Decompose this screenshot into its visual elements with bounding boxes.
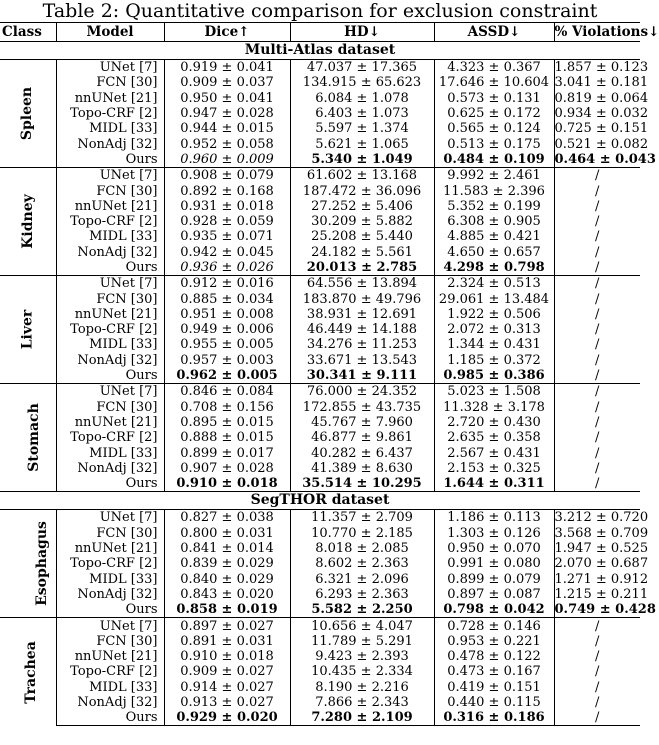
hd-cell: 134.915 ± 65.623 [290,75,434,90]
model-cell: UNet [7] [56,168,164,184]
assd-cell: 11.583 ± 2.396 [434,183,554,198]
model-cell: FCN [30] [56,400,164,415]
assd-cell: 2.567 ± 0.431 [434,445,554,460]
model-cell: Topo-CRF [2] [56,214,164,229]
assd-cell: 17.646 ± 10.604 [434,75,554,90]
assd-cell: 1.922 ± 0.506 [434,307,554,322]
model-cell: MIDL [33] [56,572,164,587]
assd-cell: 1.303 ± 0.126 [434,526,554,541]
violations-cell: / [554,710,640,726]
hd-cell: 45.767 ± 7.960 [290,415,434,430]
dice-cell: 0.914 ± 0.027 [164,680,290,695]
hd-cell: 6.403 ± 1.073 [290,106,434,121]
table-row [0,353,640,368]
header-class: Class [0,23,56,42]
hd-cell: 41.389 ± 8.630 [290,461,434,476]
assd-cell: 0.953 ± 0.221 [434,634,554,649]
header-dice: Dice↑ [164,23,290,42]
hd-cell: 5.597 ± 1.374 [290,121,434,136]
violations-cell: / [595,460,600,476]
class-name: Esophagus [33,521,50,607]
hd-cell: 6.321 ± 2.096 [290,572,434,587]
dice-cell: 0.899 ± 0.017 [164,445,290,460]
table-row [0,183,640,198]
dice-cell: 0.919 ± 0.041 [164,60,290,76]
model-cell: FCN [30] [56,75,164,90]
assd-cell: 29.061 ± 13.484 [434,291,554,306]
dice-cell: 0.708 ± 0.156 [164,400,290,415]
dice-cell: 0.885 ± 0.034 [164,291,290,306]
table-row [0,384,640,400]
violations-cell: / [554,168,640,184]
dice-cell: 0.942 ± 0.045 [164,245,290,260]
hd-cell: 20.013 ± 2.785 [290,260,434,276]
model-cell: Ours [56,152,164,168]
assd-cell: 2.072 ± 0.313 [434,322,554,337]
table-row [0,168,640,184]
table-row [0,60,640,76]
table-row [0,106,640,121]
hd-cell: 8.018 ± 2.085 [290,541,434,556]
violations-cell: 0.934 ± 0.032 [554,106,649,122]
header-model: Model [56,23,164,42]
dice-cell: 0.931 ± 0.018 [164,199,290,214]
table-row [0,587,640,602]
table-row [0,368,640,384]
model-cell: MIDL [33] [56,337,164,352]
hd-cell: 183.870 ± 49.796 [290,291,434,306]
violations-cell: / [595,183,600,199]
violations-cell: / [595,322,600,338]
model-cell: UNet [7] [56,384,164,400]
model-cell: UNet [7] [56,510,164,526]
dice-cell: 0.962 ± 0.005 [164,368,290,384]
table-row [0,199,640,214]
violations-cell: / [554,618,640,634]
dice-cell: 0.949 ± 0.006 [164,322,290,337]
model-cell: Ours [56,260,164,276]
dice-cell: 0.840 ± 0.029 [164,572,290,587]
table-row [0,400,640,415]
assd-cell: 5.352 ± 0.199 [434,199,554,214]
violations-cell: 3.041 ± 0.181 [554,75,649,91]
dataset-name: SegTHOR dataset [0,492,640,510]
class-cell [0,510,56,618]
table-row [0,307,640,322]
table-row [0,602,640,618]
hd-cell: 61.602 ± 13.168 [290,168,434,184]
violations-cell: / [595,633,600,649]
hd-cell: 11.357 ± 2.709 [290,510,434,526]
hd-cell: 172.855 ± 43.735 [290,400,434,415]
class-cell [0,618,56,726]
table-row [0,276,640,292]
violations-cell: / [595,399,600,415]
class-name: Liver [19,309,36,350]
dice-cell: 0.935 ± 0.071 [164,229,290,244]
header-assd: ASSD↓ [434,23,554,42]
hd-cell: 38.931 ± 12.691 [290,307,434,322]
class-name: Kidney [19,194,36,249]
assd-cell: 0.440 ± 0.115 [434,695,554,710]
model-cell: UNet [7] [56,60,164,76]
dice-cell: 0.897 ± 0.027 [164,618,290,634]
assd-cell: 1.644 ± 0.311 [434,476,554,492]
hd-cell: 187.472 ± 36.096 [290,183,434,198]
table-row [0,91,640,106]
dice-cell: 0.944 ± 0.015 [164,121,290,136]
violations-cell: / [595,430,600,446]
hd-cell: 7.866 ± 2.343 [290,695,434,710]
dice-cell: 0.928 ± 0.059 [164,214,290,229]
model-cell: Topo-CRF [2] [56,322,164,337]
assd-cell: 0.478 ± 0.122 [434,649,554,664]
table-row [0,695,640,710]
model-cell: nnUNet [21] [56,91,164,106]
assd-cell: 0.419 ± 0.151 [434,680,554,695]
model-cell: MIDL [33] [56,121,164,136]
table-row [0,75,640,90]
assd-cell: 4.885 ± 0.421 [434,229,554,244]
dice-cell: 0.909 ± 0.027 [164,664,290,679]
dice-cell: 0.950 ± 0.041 [164,91,290,106]
hd-cell: 47.037 ± 17.365 [290,60,434,76]
model-cell: FCN [30] [56,183,164,198]
violations-cell: / [554,384,640,400]
model-cell: NonAdj [32] [56,136,164,151]
table-row [0,229,640,244]
table-caption: Table 2: Quantitative comparison for exclusion constraint [42,0,598,22]
header-hd: HD↓ [290,23,434,42]
model-cell: NonAdj [32] [56,461,164,476]
dataset-name: Multi-Atlas dataset [0,42,640,60]
table-row [0,121,640,136]
model-cell: UNet [7] [56,276,164,292]
hd-cell: 11.789 ± 5.291 [290,634,434,649]
table-row [0,415,640,430]
hd-cell: 40.282 ± 6.437 [290,445,434,460]
model-cell: NonAdj [32] [56,245,164,260]
table-row [0,510,640,526]
violations-cell: / [595,476,600,492]
model-cell: Topo-CRF [2] [56,664,164,679]
model-cell: UNet [7] [56,618,164,634]
hd-cell: 30.209 ± 5.882 [290,214,434,229]
hd-cell: 5.582 ± 2.250 [290,602,434,618]
violations-cell: / [595,679,600,695]
violations-cell: 3.212 ± 0.720 [554,510,649,526]
assd-cell: 0.513 ± 0.175 [434,136,554,151]
assd-cell: 5.023 ± 1.508 [434,384,554,400]
model-cell: Topo-CRF [2] [56,556,164,571]
assd-cell: 0.728 ± 0.146 [434,618,554,634]
dice-cell: 0.891 ± 0.031 [164,634,290,649]
violations-cell: / [595,214,600,230]
table-row [0,476,640,492]
model-cell: nnUNet [21] [56,307,164,322]
assd-cell: 0.798 ± 0.042 [434,602,554,618]
model-cell: nnUNet [21] [56,649,164,664]
results-table [0,22,659,726]
model-cell: nnUNet [21] [56,415,164,430]
dice-cell: 0.910 ± 0.018 [164,476,290,492]
class-cell [0,276,56,384]
model-cell: NonAdj [32] [56,587,164,602]
assd-cell: 6.308 ± 0.905 [434,214,554,229]
dice-cell: 0.800 ± 0.031 [164,526,290,541]
hd-cell: 10.656 ± 4.047 [290,618,434,634]
class-name: Spleen [19,86,36,141]
model-cell: Ours [56,476,164,492]
assd-cell: 0.899 ± 0.079 [434,572,554,587]
dice-cell: 0.909 ± 0.037 [164,75,290,90]
table-row [0,245,640,260]
violations-cell: / [595,352,600,368]
model-cell: FCN [30] [56,526,164,541]
hd-cell: 9.423 ± 2.393 [290,649,434,664]
table-row [0,526,640,541]
assd-cell: 0.484 ± 0.109 [434,152,554,168]
class-name: Trachea [22,640,39,704]
table-row [0,445,640,460]
hd-cell: 24.182 ± 5.561 [290,245,434,260]
hd-cell: 30.341 ± 9.111 [290,368,434,384]
hd-cell: 33.671 ± 13.543 [290,353,434,368]
assd-cell: 11.328 ± 3.178 [434,400,554,415]
assd-cell: 4.323 ± 0.367 [434,60,554,76]
dice-cell: 0.960 ± 0.009 [164,152,290,168]
model-cell: nnUNet [21] [56,199,164,214]
dice-cell: 0.936 ± 0.026 [164,260,290,276]
header-violations: % Violations↓ [554,23,659,40]
dice-cell: 0.858 ± 0.019 [164,602,290,618]
violations-cell: 3.568 ± 0.709 [554,525,649,541]
hd-cell: 25.208 ± 5.440 [290,229,434,244]
violations-cell: / [595,229,600,245]
violations-cell: / [595,337,600,353]
dice-cell: 0.841 ± 0.014 [164,541,290,556]
class-cell [0,384,56,492]
table-row [0,680,640,695]
dice-cell: 0.947 ± 0.028 [164,106,290,121]
dice-cell: 0.907 ± 0.028 [164,461,290,476]
violations-cell: / [554,276,640,292]
hd-cell: 5.621 ± 1.065 [290,136,434,151]
dice-cell: 0.839 ± 0.029 [164,556,290,571]
violations-cell: / [595,198,600,214]
dice-cell: 0.908 ± 0.079 [164,168,290,184]
assd-cell: 0.985 ± 0.386 [434,368,554,384]
table-row [0,461,640,476]
table-row [0,214,640,229]
dice-cell: 0.913 ± 0.027 [164,695,290,710]
model-cell: FCN [30] [56,634,164,649]
model-cell: MIDL [33] [56,445,164,460]
model-cell: Topo-CRF [2] [56,430,164,445]
dice-cell: 0.951 ± 0.008 [164,307,290,322]
violations-cell: / [595,291,600,307]
violations-cell: 1.271 ± 0.912 [554,571,649,587]
dice-cell: 0.888 ± 0.015 [164,430,290,445]
violations-cell: / [595,306,600,322]
assd-cell: 1.185 ± 0.372 [434,353,554,368]
table-row [0,136,640,151]
class-cell [0,168,56,276]
assd-cell: 2.635 ± 0.358 [434,430,554,445]
table-row [0,556,640,571]
dice-cell: 0.843 ± 0.020 [164,587,290,602]
violations-cell: 0.464 ± 0.043 [554,151,656,167]
dice-cell: 0.895 ± 0.015 [164,415,290,430]
dice-cell: 0.827 ± 0.038 [164,510,290,526]
class-name: Stomach [25,403,42,473]
header-row [0,23,640,42]
violations-cell: 2.070 ± 0.687 [554,556,649,572]
dice-cell: 0.912 ± 0.016 [164,276,290,292]
hd-cell: 5.340 ± 1.049 [290,152,434,168]
violations-cell: 0.725 ± 0.151 [554,121,649,137]
violations-cell: / [595,649,600,665]
assd-cell: 1.186 ± 0.113 [434,510,554,526]
hd-cell: 8.190 ± 2.216 [290,680,434,695]
hd-cell: 7.280 ± 2.109 [290,710,434,726]
hd-cell: 10.770 ± 2.185 [290,526,434,541]
assd-cell: 0.573 ± 0.131 [434,91,554,106]
violations-cell: / [595,244,600,260]
model-cell: Ours [56,368,164,384]
dice-cell: 0.929 ± 0.020 [164,710,290,726]
table-row [0,634,640,649]
violations-cell: / [595,368,600,384]
hd-cell: 8.602 ± 2.363 [290,556,434,571]
hd-cell: 27.252 ± 5.406 [290,199,434,214]
dataset-header-row [0,42,640,60]
model-cell: Topo-CRF [2] [56,106,164,121]
dice-cell: 0.957 ± 0.003 [164,353,290,368]
violations-cell: 0.819 ± 0.064 [554,90,649,106]
assd-cell: 2.324 ± 0.513 [434,276,554,292]
assd-cell: 2.153 ± 0.325 [434,461,554,476]
assd-cell: 0.950 ± 0.070 [434,541,554,556]
violations-cell: 0.521 ± 0.082 [554,136,649,152]
assd-cell: 0.316 ± 0.186 [434,710,554,726]
model-cell: MIDL [33] [56,229,164,244]
dataset-header-row [0,492,640,510]
hd-cell: 6.293 ± 2.363 [290,587,434,602]
assd-cell: 0.625 ± 0.172 [434,106,554,121]
hd-cell: 10.435 ± 2.334 [290,664,434,679]
dice-cell: 0.952 ± 0.058 [164,136,290,151]
violations-cell: / [595,414,600,430]
dice-cell: 0.846 ± 0.084 [164,384,290,400]
assd-cell: 0.991 ± 0.080 [434,556,554,571]
hd-cell: 35.514 ± 10.295 [290,476,434,492]
hd-cell: 46.877 ± 9.861 [290,430,434,445]
model-cell: Ours [56,602,164,618]
table-row [0,618,640,634]
dice-cell: 0.892 ± 0.168 [164,183,290,198]
class-cell [0,60,56,168]
violations-cell: / [595,695,600,711]
table-row [0,572,640,587]
hd-cell: 76.000 ± 24.352 [290,384,434,400]
assd-cell: 1.344 ± 0.431 [434,337,554,352]
violations-cell: 1.215 ± 0.211 [554,586,649,602]
violations-cell: 1.857 ± 0.123 [554,60,649,76]
table-row [0,649,640,664]
assd-cell: 0.897 ± 0.087 [434,587,554,602]
table-row [0,710,640,726]
model-cell: Ours [56,710,164,726]
hd-cell: 34.276 ± 11.253 [290,337,434,352]
assd-cell: 2.720 ± 0.430 [434,415,554,430]
assd-cell: 4.298 ± 0.798 [434,260,554,276]
model-cell: FCN [30] [56,291,164,306]
violations-cell: / [595,664,600,680]
table-row [0,260,640,276]
table-row [0,291,640,306]
table-row [0,430,640,445]
violations-cell: / [595,445,600,461]
model-cell: NonAdj [32] [56,695,164,710]
table-body [0,42,656,726]
table-row [0,337,640,352]
table-row [0,541,640,556]
assd-cell: 4.650 ± 0.657 [434,245,554,260]
assd-cell: 0.473 ± 0.167 [434,664,554,679]
hd-cell: 6.084 ± 1.078 [290,91,434,106]
hd-cell: 46.449 ± 14.188 [290,322,434,337]
model-cell: nnUNet [21] [56,541,164,556]
violations-cell: 1.947 ± 0.525 [554,541,649,557]
table-row [0,664,640,679]
assd-cell: 9.992 ± 2.461 [434,168,554,184]
dice-cell: 0.955 ± 0.005 [164,337,290,352]
table-row [0,322,640,337]
violations-cell: 0.749 ± 0.428 [554,602,656,618]
hd-cell: 64.556 ± 13.894 [290,276,434,292]
model-cell: NonAdj [32] [56,353,164,368]
dice-cell: 0.910 ± 0.018 [164,649,290,664]
violations-cell: / [595,260,600,275]
table-row [0,152,640,168]
model-cell: MIDL [33] [56,680,164,695]
assd-cell: 0.565 ± 0.124 [434,121,554,136]
